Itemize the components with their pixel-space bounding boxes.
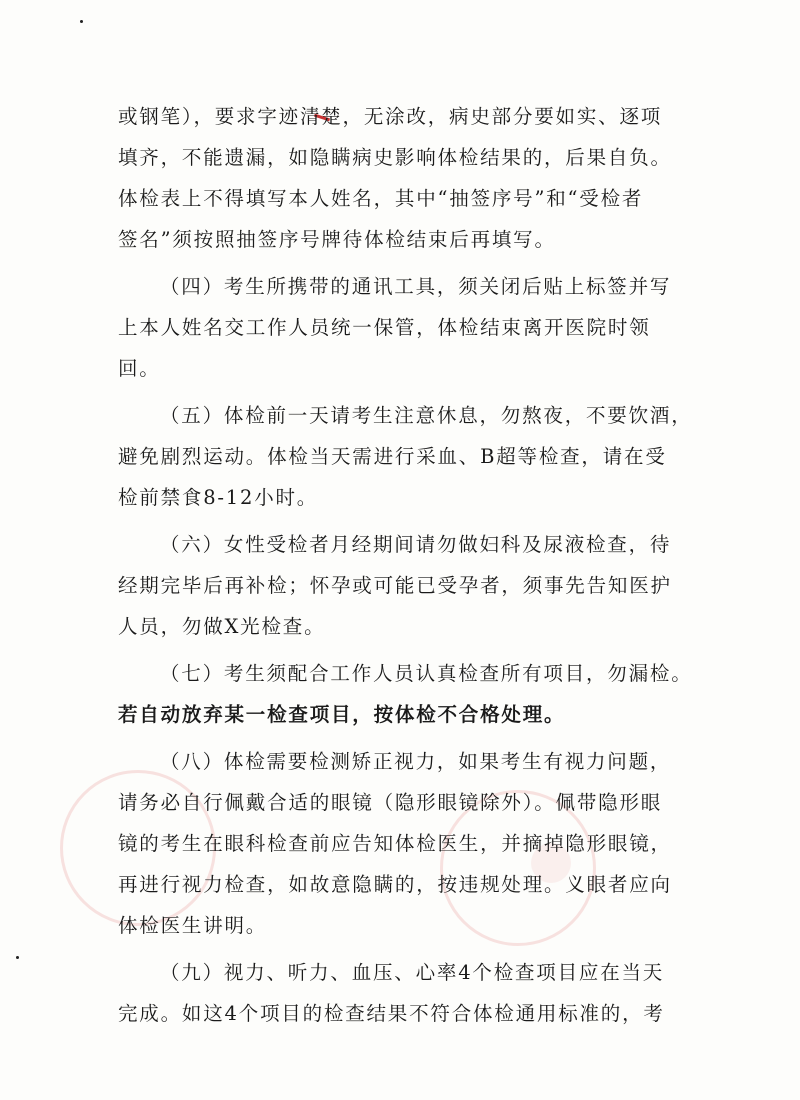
text-line: 签名”须按照抽签序号牌待体检结束后再填写。 bbox=[118, 228, 556, 251]
text-line: 请务必自行佩戴合适的眼镜（隐形眼镜除外）。佩带隐形眼 bbox=[118, 791, 663, 814]
text-line: 镜的考生在眼科检查前应告知体检医生，并摘掉隐形眼镜， bbox=[118, 832, 672, 855]
text-line: 体检医生讲明。 bbox=[118, 914, 268, 937]
text-line: 经期完毕后再补检；怀孕或可能已受孕者，须事先告知医护 bbox=[118, 574, 672, 597]
document-body bbox=[118, 96, 693, 1040]
text-line: 再进行视力检查，如故意隐瞒的，按违规处理。义眼者应向 bbox=[118, 873, 672, 896]
paragraph-item-7 bbox=[118, 653, 693, 735]
paragraph-item-9 bbox=[118, 952, 666, 1034]
text-line: （七）考生须配合工作人员认真检查所有项目，勿漏检。 bbox=[160, 662, 693, 685]
text-line: 体检表上不得填写本人姓名，其中“抽签序号”和“受检者 bbox=[118, 187, 644, 210]
text-line: （六）女性受检者月经期间请勿做妇科及尿液检查，待 bbox=[160, 533, 672, 556]
scan-speck bbox=[80, 20, 83, 23]
text-line: 完成。如这4个项目的检查结果不符合体检通用标准的，考 bbox=[118, 1002, 665, 1025]
text-line: 上本人姓名交工作人员统一保管，体检结束离开医院时领 bbox=[118, 316, 651, 339]
bold-warning-line: 若自动放弃某一检查项目，按体检不合格处理。 bbox=[118, 703, 566, 726]
text-line: 人员，勿做X光检查。 bbox=[118, 615, 326, 638]
text-line: （九）视力、听力、血压、心率4个检查项目应在当天 bbox=[160, 961, 665, 984]
text-line: （八）体检需要检测矫正视力，如果考生有视力问题， bbox=[160, 750, 672, 773]
text-line: 检前禁食8-12小时。 bbox=[118, 486, 319, 509]
text-line: 或钢笔），要求字迹清楚，无涂改，病史部分要如实、逐项 bbox=[118, 105, 663, 128]
text-line: 填齐，不能遗漏，如隐瞒病史影响体检结果的，后果自负。 bbox=[118, 146, 672, 169]
text-line: 回。 bbox=[118, 357, 161, 380]
paragraph-item-6 bbox=[118, 524, 672, 647]
text-line: （五）体检前一天请考生注意休息，勿熬夜，不要饮酒， bbox=[160, 404, 693, 427]
paragraph-item-5 bbox=[118, 395, 693, 518]
paragraph-item-4 bbox=[118, 266, 672, 389]
paragraph-item-8 bbox=[118, 741, 672, 946]
text-line: （四）考生所携带的通讯工具，须关闭后贴上标签并写 bbox=[160, 275, 672, 298]
paragraph-continuation bbox=[118, 96, 672, 260]
text-line: 避免剧烈运动。体检当天需进行采血、B超等检查，请在受 bbox=[118, 445, 667, 468]
scan-speck bbox=[16, 956, 19, 959]
